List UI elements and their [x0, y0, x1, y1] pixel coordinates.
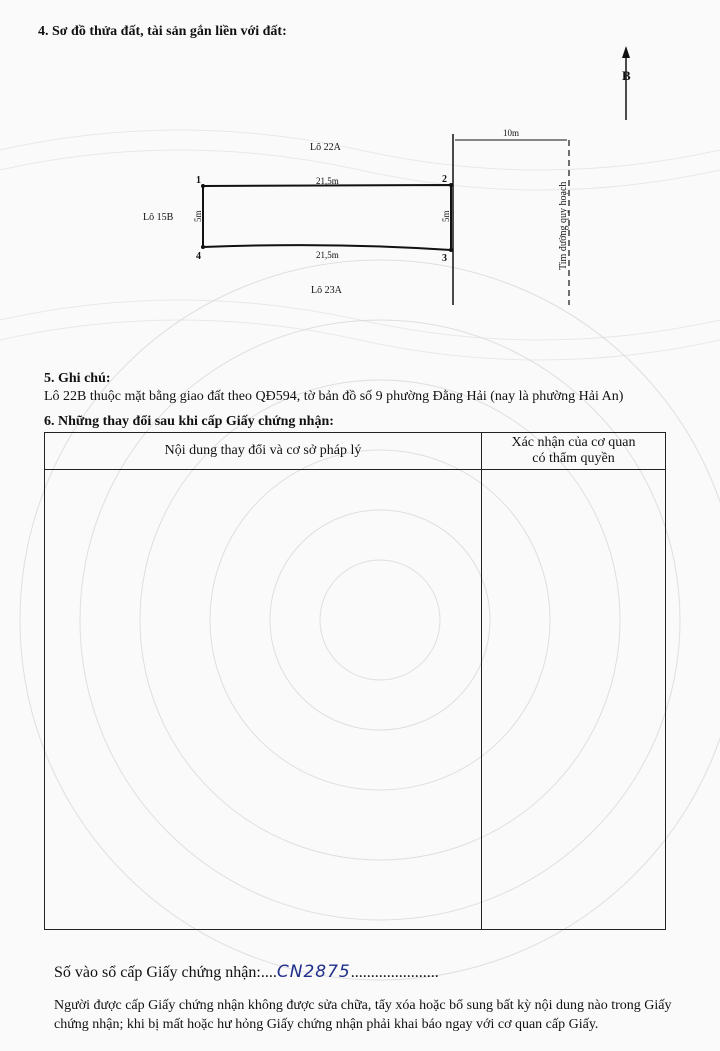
- section-5-heading: 5. Ghi chú:: [44, 371, 111, 386]
- registry-dots: ......................: [350, 964, 439, 981]
- bottom-edge-length: 21,5m: [316, 250, 339, 260]
- lot-left-label: Lô 15B: [143, 212, 174, 223]
- authority-confirmation-header: [482, 433, 666, 470]
- north-label: B: [622, 68, 631, 83]
- authority-confirmation-cell: [482, 470, 666, 930]
- point-1-label: 1: [196, 175, 201, 186]
- road-width-label: 10m: [503, 128, 520, 138]
- authority-header-line-1: Xác nhận của cơ quan: [511, 435, 636, 450]
- right-edge-length: 5m: [441, 210, 451, 222]
- warning-text: Người được cấp Giấy chứng nhận không được sửa chữa, tẩy xóa hoặc bổ sung bất kỳ nội dung nào trong Giấy chứng nhận; khi bị mất hoặc hư hỏng Giấy chứng nhận phải khai báo ngay với cơ quan cấp Giấy.: [54, 998, 672, 1032]
- point-3-label: 3: [442, 253, 447, 264]
- registry-line: [54, 962, 439, 982]
- top-edge-length: 21,5m: [316, 176, 339, 186]
- point-2-label: 2: [442, 174, 447, 185]
- point-4-label: 4: [196, 251, 201, 262]
- changes-table: [44, 432, 666, 930]
- registry-number: CN2875: [276, 962, 351, 982]
- note-text: Lô 22B thuộc mặt bằng giao đất theo QĐ594, tờ bản đồ số 9 phường Đằng Hải (nay là phường Hải An): [44, 389, 624, 404]
- north-arrow-icon: [622, 46, 630, 120]
- changes-content-cell: [45, 470, 482, 930]
- authority-header-line-2: có thẩm quyền: [532, 451, 615, 466]
- changes-content-header: Nội dung thay đổi và cơ sở pháp lý: [45, 433, 482, 470]
- lot-top-label: Lô 22A: [310, 142, 341, 153]
- left-edge-length: 5m: [193, 210, 203, 222]
- section-4-heading: 4. Sơ đồ thửa đất, tài sản gắn liền với đất:: [38, 24, 287, 39]
- section-6-heading: 6. Những thay đổi sau khi cấp Giấy chứng nhận:: [44, 414, 334, 429]
- changes-table-header: [45, 433, 666, 470]
- changes-table-body: [45, 470, 666, 930]
- registry-label: Số vào sổ cấp Giấy chứng nhận:....: [54, 964, 277, 981]
- road-centerline-label: Tim đường quy hoạch: [558, 181, 569, 270]
- plot-boundary: [203, 185, 451, 250]
- land-plot-diagram: [0, 0, 720, 360]
- lot-bottom-label: Lô 23A: [311, 285, 342, 296]
